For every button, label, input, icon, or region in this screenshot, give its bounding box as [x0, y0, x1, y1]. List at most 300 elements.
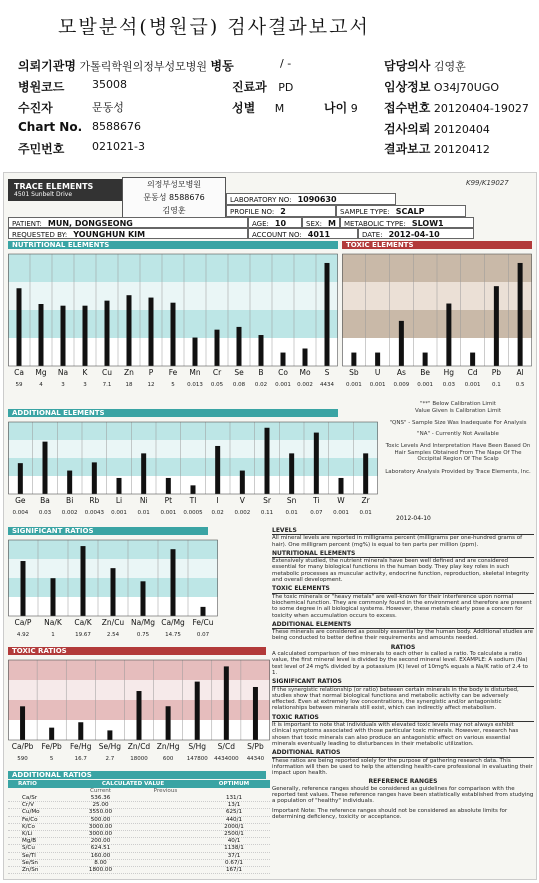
ratio-rows: [8, 795, 270, 874]
age-field: [248, 217, 302, 228]
chart-value-label: 0.001: [346, 382, 362, 388]
ratio-name-cell: K/Li: [22, 830, 33, 837]
chart-category-label: Cd: [467, 368, 478, 377]
dept-row: [232, 78, 293, 95]
chart-value-label: 0.08: [232, 382, 246, 388]
report-label: 결과보고: [384, 142, 431, 156]
stamp-line-2: 문동성 8588676: [143, 193, 205, 202]
doctor-label: 담당의사: [384, 59, 431, 73]
chart-bar: [446, 304, 451, 366]
chart-category-label: Co: [278, 368, 288, 377]
chart-bar: [20, 706, 25, 740]
chart-bar: [111, 568, 116, 616]
chart-category-label: Na/Mg: [131, 618, 155, 627]
chart-value-label: 0.009: [393, 382, 410, 388]
ratio-optimum-cell: 1138/1: [224, 845, 244, 852]
chart-bar: [195, 682, 200, 740]
ratio-optimum-cell: 131/1: [225, 795, 243, 801]
ratio-current-cell: 536.36: [90, 795, 111, 801]
ratio-previous-cell: [133, 817, 198, 823]
ratio-previous-cell: [133, 802, 198, 808]
chart-bar: [399, 321, 404, 366]
chart-value-label: 0.0005: [183, 510, 203, 516]
chart-band: [8, 422, 378, 440]
chart-bar: [224, 666, 229, 740]
chart-category-label: Al: [516, 368, 524, 377]
legend-line-5: Toxic Levels And Interpretation Have Been Based On Hair Samples Obtained From The Nape Of The Occipital Region Of The Scalp: [385, 443, 531, 462]
chart-band: [8, 458, 378, 476]
chart-category-label: Se: [234, 368, 244, 377]
chart-value-label: 0.01: [359, 510, 372, 516]
chart-value-label: 0.001: [333, 510, 349, 516]
chart-bar: [518, 263, 523, 366]
chart-value-label: 0.001: [275, 382, 291, 388]
account-field: [248, 228, 358, 239]
lab-no-value: 1090630: [297, 195, 337, 204]
chart-value-label: 0.05: [210, 382, 224, 388]
chart-value-label: 4.92: [16, 632, 30, 638]
chart-bar: [92, 462, 97, 494]
ratio-optimum-cell: 625/1: [225, 809, 243, 816]
chart-value-label: 0.004: [12, 510, 29, 516]
chart-bar: [83, 306, 88, 366]
nutritional-text: Extensively studied, the nutrient minerals have been well defined and are considered essential for many biological functions in the human body. They play key roles in such metabolic processes as muscular activity, endocrine function, reproduction, skeletal integrity and overall development.: [272, 558, 529, 584]
doctor-row: [384, 57, 466, 74]
current-subheader: Current: [89, 788, 111, 794]
significant-header: SIGNIFICANT RATIOS: [8, 527, 208, 535]
chart-value-label: 5: [171, 382, 175, 388]
legend-line-4: "NA" - Currently Not Available: [417, 430, 499, 437]
profile-field: [226, 205, 336, 217]
scan-age-value: 10: [274, 219, 287, 228]
scan-sex-value: M: [328, 219, 336, 228]
age-value: 9: [350, 102, 358, 115]
chart-value-label: 0.002: [61, 510, 78, 516]
account-value: 4011: [307, 230, 331, 239]
levels-text: All mineral levels are reported in milligrams percent (milligrams per one-hundred grams of hair). One milligram percent (mg%) is equal to ten parts per million (ppm).: [272, 535, 523, 548]
chart-bar: [470, 353, 475, 366]
chart-category-label: Ca/Mg: [161, 618, 185, 627]
chart-value-label: 3: [83, 382, 87, 388]
chart-category-label: Fe/Pb: [41, 742, 62, 751]
additional-header: ADDITIONAL ELEMENTS: [8, 409, 338, 417]
hospital-stamp: [122, 177, 226, 219]
significant-text: If the synergistic relationship (or ratio) between certain minerals in the body is disturbed, studies show that normal biological functions and metabolic activity can be adversely effected. Even at extremely low concentrations, the synergistic and/or antagonistic relationships between minerals still exist, which can indirectly affect metabolism.: [272, 686, 519, 712]
chart-category-label: Zn/Cd: [127, 742, 151, 751]
lab-logo-sub: 4501 Sunbelt Drive: [14, 191, 73, 198]
sex-row: [232, 99, 284, 116]
date-value: 2012-04-10: [388, 230, 440, 239]
chart-bar: [51, 578, 56, 616]
chart-bar: [191, 485, 196, 494]
patient-field: [8, 217, 248, 228]
chart-bar: [215, 330, 220, 366]
chart-bar: [78, 722, 83, 740]
chart-bar: [259, 335, 264, 366]
chart-category-label: Cu: [102, 368, 112, 377]
hospital-code-value: 35008: [92, 78, 127, 91]
chart-value-label: 16.7: [74, 756, 87, 762]
receipt-row: [384, 99, 529, 116]
scan-sex-label: SEX:: [306, 220, 323, 228]
chart-value-label: 4434: [320, 382, 334, 388]
chart-bar: [363, 453, 368, 494]
significant-heading: SIGNIFICANT RATIOS: [272, 679, 534, 686]
scanned-report: [3, 172, 537, 880]
chart-category-label: Pt: [164, 496, 173, 505]
date-field: [358, 228, 474, 239]
sample-label: SAMPLE TYPE:: [340, 208, 390, 216]
ratio-current-cell: 1800.00: [88, 866, 113, 873]
ratio-name-cell: Cr/V: [22, 802, 34, 809]
resident-no-value: 021021-3: [92, 140, 145, 153]
ratio-current-cell: 624.51: [90, 845, 111, 852]
lab-no-field: [226, 193, 396, 205]
chart-value-label: 0.07: [196, 632, 210, 638]
ratio-optimum-cell: 2500/1: [224, 830, 244, 837]
chart-bar: [215, 446, 220, 494]
chart-category-label: Na/K: [44, 618, 62, 627]
report-row: [384, 140, 490, 157]
important-note: Important Note: The reference ranges should not be considered as absolute limits for determining deficiency, toxicity or acceptance.: [272, 807, 508, 820]
chart-value-label: 0.03: [442, 382, 455, 388]
chart-no-row: [18, 120, 82, 134]
ratio-previous-cell: [133, 838, 198, 844]
chart-value-label: 0.002: [297, 382, 313, 388]
chart-category-label: Ca/Pb: [11, 742, 34, 751]
ratio-name-cell: Fe/Co: [22, 816, 38, 823]
metabolic-label: METABOLIC TYPE:: [344, 220, 406, 228]
chart-bar: [49, 728, 54, 740]
ratio-previous-cell: [133, 831, 198, 837]
metabolic-value: SLOW1: [411, 219, 444, 228]
ratio-subheader: [8, 788, 270, 795]
scan-patient-value: MUN, DONGSEONG: [47, 219, 133, 228]
chart-category-label: Ba: [40, 496, 50, 505]
toxic-header: TOXIC ELEMENTS: [342, 241, 532, 249]
chart-value-label: 18000: [130, 756, 148, 762]
clinical-value: O34J70UGO: [433, 81, 500, 94]
chart-band: [8, 440, 378, 458]
chart-category-label: S/Pb: [247, 742, 264, 751]
chart-category-label: Mg: [35, 368, 47, 377]
doctor-value: 김영훈: [433, 60, 466, 73]
chart-category-label: S/Hg: [188, 742, 207, 751]
receipt-label: 접수번호: [384, 101, 431, 115]
ratio-col-header: RATIO: [18, 781, 37, 787]
ratios-heading: RATIOS: [390, 643, 416, 651]
chart-value-label: 14.75: [165, 632, 181, 638]
additional-ratios-text: These ratios are being reported solely for the purpose of gathering research data. This information will then be used to help the attending health-care professional in evaluating their impact upon health.: [272, 757, 533, 777]
ratio-table-row: [8, 860, 270, 867]
clinical-label: 임상정보: [384, 80, 431, 94]
chart-category-label: Sr: [263, 496, 271, 505]
additional-heading: ADDITIONAL ELEMENTS: [272, 622, 534, 629]
chart-bar: [149, 298, 154, 366]
chart-bar: [289, 453, 294, 494]
lab-logo-text: TRACE ELEMENTS: [14, 182, 94, 191]
ratio-current-cell: 3550.00: [88, 809, 113, 816]
profile-label: PROFILE NO:: [230, 208, 275, 216]
dept-label: 진료과: [232, 80, 267, 94]
ratio-optimum-cell: 37/1: [227, 852, 241, 859]
resident-no-row: [18, 140, 64, 157]
ratio-name-cell: Se/Sn: [22, 859, 38, 866]
chart-value-label: 0.001: [464, 382, 481, 388]
chart-category-label: V: [239, 496, 245, 505]
chart-bar: [166, 478, 171, 494]
ratio-previous-cell: [133, 860, 198, 866]
chart-value-label: 19.67: [75, 632, 91, 638]
toxic-ratios-heading: TOXIC RATIOS: [272, 715, 534, 722]
chart-bar: [39, 304, 44, 366]
patient-value: 문동성: [92, 101, 124, 114]
chart-category-label: Zn/Cu: [101, 618, 125, 627]
ratio-table-row: [8, 853, 270, 860]
chart-bar: [265, 428, 270, 494]
chart-category-label: Rb: [89, 496, 100, 505]
toxic-ratios-text: It is important to note that individuals with elevated toxic levels may not always exhibit clinical symptoms associated with those particular toxic minerals. However, research has shown that toxic minerals can also produce an antagonistic effect on various essential minerals eventually leading to disturbances in their metabolic utilization.: [272, 722, 519, 747]
chart-category-label: Ca/K: [74, 618, 92, 627]
chart-band: [8, 254, 338, 282]
chart-bar: [201, 607, 206, 616]
chart-category-label: Pb: [491, 368, 502, 377]
ratio-table-row: [8, 795, 270, 802]
chart-category-label: Mn: [189, 368, 201, 377]
chart-value-label: 7.1: [102, 382, 112, 388]
chart-value-label: 0.01: [137, 510, 150, 516]
significant-chart: [8, 536, 218, 642]
chart-category-label: P: [148, 368, 154, 377]
ratio-table-row: [8, 838, 270, 845]
ratio-previous-cell: [133, 845, 198, 851]
chart-no-label: Chart No.: [18, 120, 83, 134]
ratio-previous-cell: [133, 824, 198, 830]
chart-category-label: Bi: [66, 496, 74, 505]
chart-category-label: Ni: [139, 496, 148, 505]
institution-row: [18, 57, 234, 74]
chart-value-label: 0.001: [160, 510, 177, 516]
chart-category-label: Fe/Hg: [70, 742, 92, 751]
ratio-name-cell: Se/Tl: [22, 852, 36, 859]
report-title: 모발분석(병원급) 검사결과보고서: [58, 16, 370, 38]
chart-category-label: B: [258, 368, 264, 377]
chart-category-label: S: [324, 368, 330, 377]
toxic-ratios-header: TOXIC RATIOS: [8, 647, 266, 655]
chart-bar: [240, 471, 245, 494]
ward-label: 병동: [210, 59, 234, 73]
chart-category-label: Ca: [14, 368, 24, 377]
patient-label: 수진자: [18, 101, 53, 115]
ratio-current-cell: 3000.00: [88, 830, 113, 837]
ratio-optimum-cell: 167/1: [225, 866, 243, 873]
date-label: DATE:: [362, 231, 383, 239]
chart-value-label: 12: [147, 382, 155, 388]
clinical-row: [384, 78, 499, 95]
sex-field: [302, 217, 340, 228]
chart-bar: [21, 561, 26, 616]
chart-bar: [351, 353, 356, 366]
hospital-code-label: 병원코드: [18, 80, 65, 94]
ratio-name-cell: Cu/Mo: [22, 809, 40, 816]
ratio-name-cell: Mg/B: [22, 838, 37, 845]
report-date-stamp: 2012-04-10: [396, 515, 431, 522]
requested-by-label: REQUESTED BY:: [12, 231, 68, 239]
chart-bar: [61, 306, 66, 366]
ratio-table-header: [8, 780, 270, 788]
toxic-heading: TOXIC ELEMENTS: [272, 586, 534, 593]
chart-category-label: As: [396, 368, 406, 377]
chart-value-label: 0.0043: [84, 510, 104, 516]
chart-value-label: 0.02: [211, 510, 224, 516]
chart-value-label: 44340: [246, 756, 265, 762]
chart-value-label: 2.7: [105, 756, 115, 762]
chart-category-label: Fe: [168, 368, 178, 377]
chart-category-label: Be: [420, 368, 431, 377]
ratio-current-cell: 25.00: [92, 802, 109, 809]
legend-box: [384, 401, 532, 511]
institution-value: 가톨릭학원의정부성모병원: [79, 60, 207, 73]
chart-value-label: 600: [162, 756, 174, 762]
age-label: 나이: [324, 101, 348, 115]
chart-value-label: 5: [49, 756, 54, 762]
additional-ratios-table: [8, 780, 270, 880]
chart-value-label: 18: [125, 382, 133, 388]
legend-line-2: Value Given is Calibration Limit: [415, 407, 501, 414]
chart-value-label: 0.03: [38, 510, 52, 516]
ratio-name-cell: S/Cu: [22, 845, 35, 852]
chart-value-label: 147800: [186, 756, 208, 762]
dept-value: PD: [278, 81, 294, 94]
chart-value-label: 0.002: [234, 510, 251, 516]
ratio-current-cell: 8.00: [94, 859, 107, 866]
chart-category-label: Tl: [189, 496, 197, 505]
chart-value-label: 0.07: [310, 510, 323, 516]
ratio-previous-cell: [133, 853, 198, 859]
chart-category-label: Zr: [361, 496, 370, 505]
sex-value: M: [274, 102, 285, 115]
chart-bar: [423, 353, 428, 366]
chart-bar: [494, 286, 499, 366]
requested-by-field: [8, 228, 248, 239]
additional-text: These minerals are considered as possibly essential by the human body. Additional studies are being conducted to better define their requirements and amounts needed.: [272, 629, 534, 642]
nutritional-header: NUTRITIONAL ELEMENTS: [8, 241, 338, 249]
ratio-table-row: [8, 817, 270, 824]
ratio-table-row: [8, 824, 270, 831]
requested-row: [384, 120, 490, 137]
chart-value-label: 0.001: [111, 510, 127, 516]
metabolic-field: [340, 217, 474, 228]
chart-bar: [141, 453, 146, 494]
report-value: 20120412: [433, 143, 490, 156]
scan-patient-label: PATIENT:: [12, 220, 42, 228]
ratio-current-cell: 3000.00: [88, 823, 113, 830]
chart-category-label: Zn: [124, 368, 134, 377]
requested-value: 20120404: [433, 123, 490, 136]
additional-ratios-header: ADDITIONAL RATIOS: [8, 771, 266, 779]
previous-subheader: Previous: [153, 788, 178, 794]
stamp-line-3: 김영훈: [162, 206, 186, 215]
chart-bar: [375, 353, 380, 366]
sample-value: SCALP: [395, 207, 425, 216]
chart-bar: [166, 706, 171, 740]
chart-category-label: Mo: [299, 368, 311, 377]
chart-value-label: 0.001: [369, 382, 386, 388]
levels-heading: LEVELS: [272, 528, 534, 535]
sample-field: [336, 205, 466, 217]
chart-bar: [81, 546, 86, 616]
chart-bar: [325, 263, 330, 366]
profile-value: 2: [280, 207, 286, 216]
nutritional-chart: [8, 250, 338, 404]
chart-category-label: Li: [115, 496, 123, 505]
ratio-name-cell: Zn/Sn: [22, 866, 39, 873]
chart-value-label: 0.75: [136, 632, 150, 638]
chart-value-label: 0.5: [515, 382, 525, 388]
chart-category-label: Ti: [313, 496, 320, 505]
chart-category-label: Ca/P: [14, 618, 32, 627]
chart-category-label: U: [374, 368, 381, 377]
legend-line-1: "**" Below Calibration Limit: [420, 401, 496, 407]
chart-bar: [17, 288, 22, 366]
lab-no-label: LABORATORY NO:: [230, 196, 292, 204]
chart-category-label: Na: [57, 368, 69, 377]
chart-bar: [303, 349, 308, 366]
chart-bar: [171, 549, 176, 616]
chart-category-label: W: [337, 496, 345, 505]
calc-col-header: CALCULATED VALUE: [101, 781, 165, 787]
chart-category-label: Cr: [212, 368, 222, 377]
sex-label: 성별: [232, 101, 256, 115]
chart-value-label: 59: [15, 382, 23, 388]
ratio-optimum-cell: 440/1: [225, 816, 243, 823]
chart-bar: [253, 687, 258, 740]
chart-value-label: 590: [17, 756, 28, 762]
requested-by-value: YOUNGHUN KIM: [73, 230, 146, 239]
chart-value-label: 0.02: [254, 382, 268, 388]
chart-category-label: Sn: [286, 496, 297, 505]
chart-bar: [18, 463, 23, 494]
chart-category-label: Ge: [15, 496, 26, 505]
chart-value-label: 1: [51, 632, 55, 638]
handwritten-note: K99/K19027: [466, 179, 509, 187]
hospital-code-row: [18, 78, 64, 95]
chart-category-label: Fe/Cu: [192, 618, 214, 627]
legend-line-3: "QNS" - Sample Size Was Inadequate For Analysis: [389, 420, 527, 426]
chart-value-label: 3: [61, 382, 65, 388]
additional-chart: [8, 418, 378, 524]
additional-ratios-heading: ADDITIONAL RATIOS: [272, 750, 534, 757]
chart-bar: [314, 433, 319, 494]
chart-bar: [141, 581, 146, 616]
chart-category-label: Se/Hg: [98, 742, 122, 751]
nutritional-heading: NUTRITIONAL ELEMENTS: [272, 551, 534, 558]
ratio-optimum-cell: 40/1: [227, 838, 241, 845]
chart-bar: [43, 442, 48, 494]
ratio-table-row: [8, 845, 270, 852]
account-label: ACCOUNT NO:: [252, 231, 302, 239]
ratio-current-cell: 160.00: [90, 852, 111, 859]
receipt-value: 20120404-19027: [433, 102, 529, 115]
stamp-line-1: 의정부성모병원: [146, 180, 202, 189]
chart-category-label: I: [216, 496, 219, 505]
chart-bar: [237, 327, 242, 366]
ratio-name-cell: K/Co: [22, 823, 35, 830]
ratio-optimum-cell: 0.67/1: [225, 859, 243, 866]
chart-value-label: 0.013: [187, 382, 203, 388]
resident-no-label: 주민번호: [18, 142, 65, 156]
chart-no-value: 8588676: [92, 120, 141, 133]
